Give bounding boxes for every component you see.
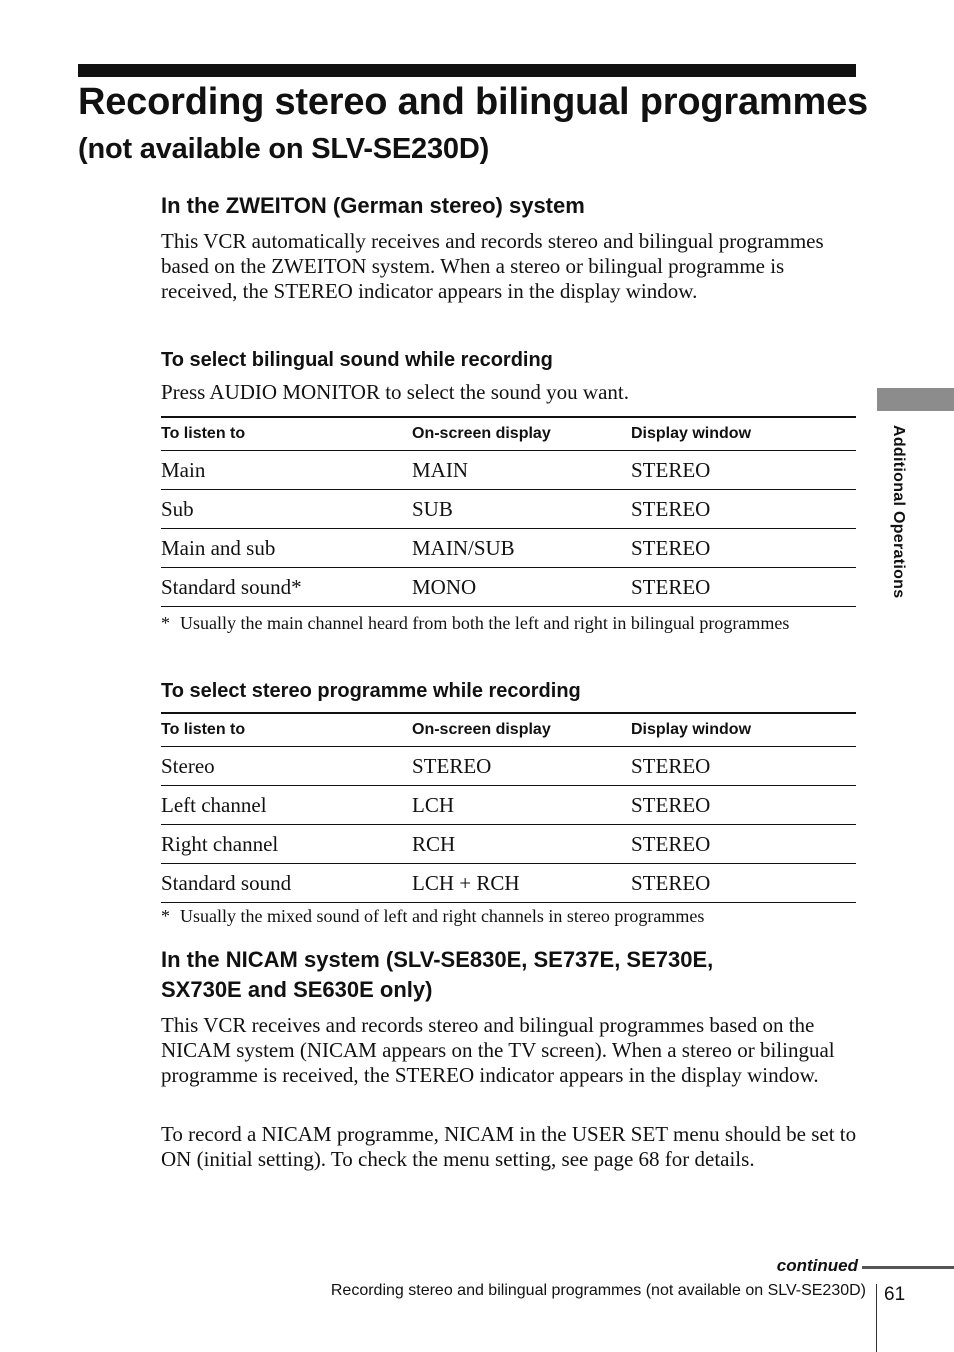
table-cell: MONO: [412, 568, 631, 607]
table-cell: MAIN: [412, 451, 631, 490]
table-row: [161, 864, 856, 903]
page-title-main: Recording stereo and bilingual programmes: [78, 81, 868, 123]
column-header: On-screen display: [412, 417, 631, 451]
table-row: [161, 451, 856, 490]
continued-label: continued: [776, 1256, 858, 1275]
column-header: To listen to: [161, 713, 412, 747]
stereo-programme-table: [161, 712, 856, 903]
zweiton-intro-paragraph: This VCR automatically receives and records stereo and bilingual programmes based on the ZWEITON system. When a stereo or bilingual programme is received, the STEREO indicator appears in the display window.: [161, 229, 824, 303]
stereo-footnote: [161, 905, 861, 929]
footnote-marker: *: [161, 613, 170, 633]
table-cell: STEREO: [631, 568, 856, 607]
table-row: [161, 825, 856, 864]
table-cell: Standard sound*: [161, 568, 412, 607]
bilingual-instruction: Press AUDIO MONITOR to select the sound you want.: [161, 380, 629, 404]
table-cell: Left channel: [161, 786, 412, 825]
table-cell: Stereo: [161, 747, 412, 786]
nicam-paragraph-2: To record a NICAM programme, NICAM in the USER SET menu should be set to ON (initial setting). To check the menu setting, see page 68 for details.: [161, 1122, 857, 1171]
table-cell: Main: [161, 451, 412, 490]
table-cell: MAIN/SUB: [412, 529, 631, 568]
table-cell: STEREO: [631, 451, 856, 490]
section-heading-nicam: [161, 945, 713, 1005]
continued-rule: [862, 1266, 954, 1269]
table-row: [161, 786, 856, 825]
side-tab-label: [877, 425, 907, 645]
page-title: [78, 80, 878, 171]
table-cell: Sub: [161, 490, 412, 529]
table-cell: STEREO: [631, 529, 856, 568]
section-heading-zweiton: In the ZWEITON (German stereo) system: [161, 193, 585, 218]
table-cell: Main and sub: [161, 529, 412, 568]
table-cell: STEREO: [631, 490, 856, 529]
table-cell: STEREO: [631, 825, 856, 864]
table-cell: Standard sound: [161, 864, 412, 903]
subheading-stereo: To select stereo programme while recording: [161, 680, 581, 702]
bilingual-footnote: [161, 612, 861, 660]
table-row: [161, 529, 856, 568]
section-heading-nicam-line1: In the NICAM system (SLV-SE830E, SE737E, SE730E,: [161, 947, 714, 972]
column-header: On-screen display: [412, 713, 631, 747]
page-title-suffix: (not available on SLV-SE230D): [78, 133, 490, 165]
table-cell: STEREO: [631, 786, 856, 825]
footnote-marker: *: [161, 906, 170, 926]
table-row: [161, 568, 856, 607]
table-header-row: [161, 417, 856, 451]
footer-divider: [876, 1284, 877, 1352]
table-cell: LCH: [412, 786, 631, 825]
page-number: 61: [884, 1284, 906, 1305]
subheading-bilingual: To select bilingual sound while recording: [161, 349, 553, 371]
table-cell: LCH + RCH: [412, 864, 631, 903]
column-header: To listen to: [161, 417, 412, 451]
table-cell: STEREO: [631, 747, 856, 786]
table-cell: STEREO: [631, 864, 856, 903]
table-cell: STEREO: [412, 747, 631, 786]
column-header: Display window: [631, 417, 856, 451]
table-cell: Right channel: [161, 825, 412, 864]
title-rule: [78, 64, 856, 77]
table-cell: SUB: [412, 490, 631, 529]
table-row: [161, 747, 856, 786]
footnote-text: Usually the mixed sound of left and right channels in stereo programmes: [180, 906, 705, 926]
nicam-paragraph-1: This VCR receives and records stereo and bilingual programmes based on the NICAM system (NICAM appears on the TV screen). When a stereo or bilingual programme is received, the STEREO indicator appears in the display window.: [161, 1013, 835, 1087]
table-row: [161, 490, 856, 529]
side-tab-label-text: Additional Operations: [890, 425, 907, 599]
footnote-text: Usually the main channel heard from both the left and right in bilingual programmes: [180, 613, 790, 633]
section-heading-nicam-line2: SX730E and SE630E only): [161, 977, 433, 1002]
table-cell: RCH: [412, 825, 631, 864]
side-tab-marker: [877, 388, 954, 411]
bilingual-sound-table: [161, 416, 856, 607]
column-header: Display window: [631, 713, 856, 747]
running-footer-title: Recording stereo and bilingual programmes (not available on SLV-SE230D): [330, 1282, 866, 1299]
table-header-row: [161, 713, 856, 747]
